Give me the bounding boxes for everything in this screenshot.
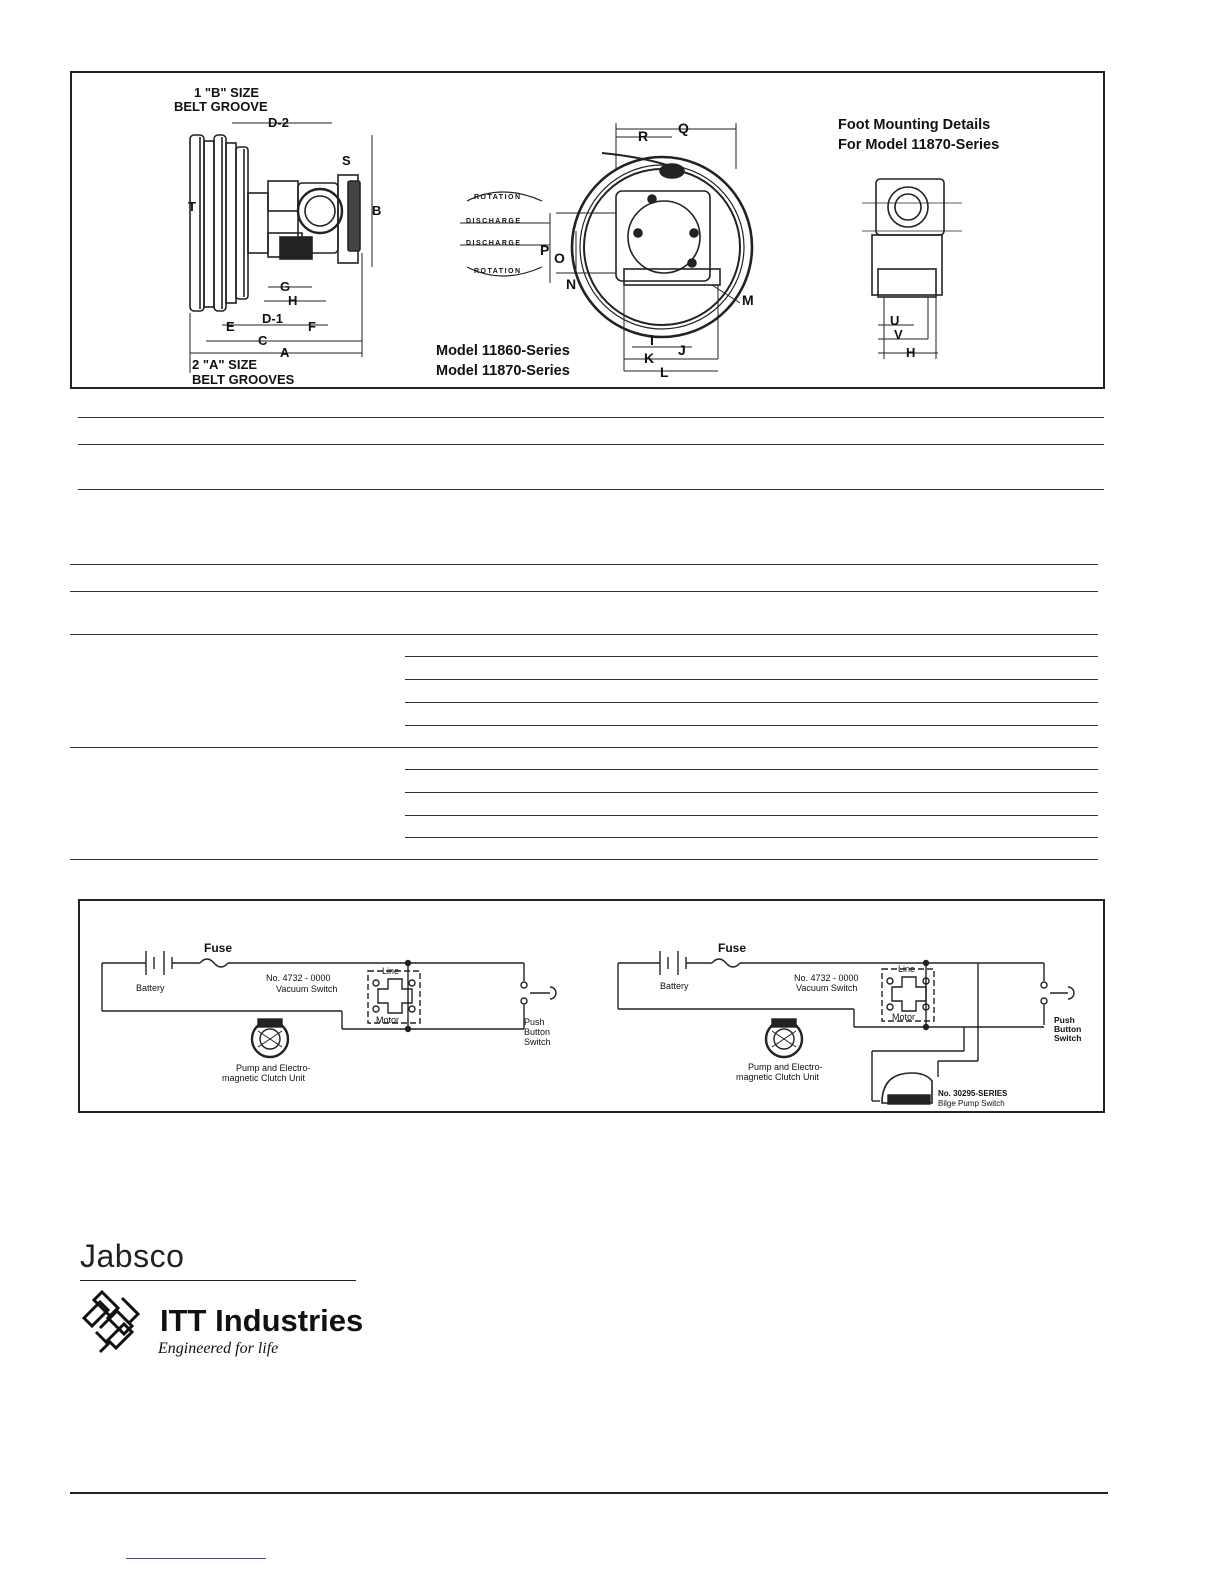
right-motor-label: Motor (892, 1012, 916, 1022)
table2-rule-4 (70, 747, 1098, 748)
bilge-switch-label-2: Bilge Pump Switch (938, 1099, 1005, 1108)
dim-b: B (372, 203, 382, 218)
table2-subrule (405, 769, 1098, 770)
dim-p: P (540, 242, 550, 258)
table1-rule-3 (78, 489, 1104, 490)
dim-e: E (226, 319, 235, 334)
model-11860-label: Model 11860-Series (436, 343, 570, 359)
left-push-label-3: Switch (524, 1037, 551, 1047)
model-11870-label: Model 11870-Series (436, 363, 570, 379)
foot-title-1: Foot Mounting Details (838, 117, 991, 133)
right-vacuum-switch-2: Vacuum Switch (796, 983, 858, 993)
left-push-label-1: Push (524, 1017, 545, 1027)
company-tagline: Engineered for life (158, 1340, 279, 1357)
left-fuse-label: Fuse (204, 941, 233, 955)
rotation-label-2: ROTATION (474, 268, 522, 275)
jabsco-brand: Jabsco (80, 1238, 185, 1274)
rotation-label-1: ROTATION (474, 194, 522, 201)
right-push-label-1: Push (1054, 1015, 1075, 1025)
dim-n: N (566, 276, 577, 292)
dim-q: Q (678, 120, 689, 136)
right-push-label-2: Button (1054, 1024, 1082, 1034)
dim-d2: D-2 (268, 115, 289, 130)
top-groove-label-1: 1 "B" SIZE (194, 85, 260, 100)
foot-title-2: For Model 11870-Series (838, 137, 1000, 153)
discharge-label-2: DISCHARGE (466, 240, 522, 247)
dim-f: F (308, 319, 316, 334)
company-name: ITT Industries (160, 1303, 364, 1338)
dim-g: G (280, 279, 291, 294)
discharge-label-1: DISCHARGE (466, 218, 522, 225)
dim-t: T (188, 199, 196, 214)
top-groove-label-2: BELT GROOVE (174, 99, 268, 114)
left-pump-label-1: Pump and Electro- (236, 1063, 311, 1073)
left-motor-label: Motor (376, 1015, 400, 1025)
table2-subrule (405, 725, 1098, 726)
bilge-switch-label-1: No. 30295-SERIES (938, 1089, 1008, 1098)
dim-j: J (678, 342, 686, 358)
left-battery-label: Battery (136, 983, 165, 993)
left-vacuum-switch-2: Vacuum Switch (276, 984, 338, 994)
table2-rule-3 (70, 634, 1098, 635)
dim-l: L (660, 364, 669, 380)
bottom-groove-label-1: 2 "A" SIZE (192, 357, 258, 372)
foot-dim-v: V (894, 327, 903, 342)
left-push-label-2: Button (524, 1027, 551, 1037)
table1-rule-1 (78, 417, 1104, 418)
right-line-label: Line (898, 964, 916, 974)
table2-subrule (405, 679, 1098, 680)
bottom-groove-label-2: BELT GROOVES (192, 372, 295, 387)
dim-h: H (288, 293, 298, 308)
dim-c: C (258, 333, 268, 348)
left-line-label: Line (382, 966, 400, 976)
table2-subrule (405, 837, 1098, 838)
right-vacuum-switch-1: No. 4732 - 0000 (794, 973, 859, 983)
dim-r: R (638, 128, 649, 144)
right-pump-label-2: magnetic Clutch Unit (736, 1072, 820, 1082)
pulley-outer (190, 135, 204, 311)
dim-s: S (342, 153, 351, 168)
itt-logo-icon (80, 1288, 150, 1358)
dim-d1: D-1 (262, 311, 283, 326)
wiring-diagram (80, 901, 1103, 1111)
wiring-diagram-frame (78, 899, 1105, 1113)
right-battery-label: Battery (660, 981, 689, 991)
table2-rule-1 (70, 564, 1098, 565)
dimension-drawing (72, 73, 1103, 387)
dimension-drawing-frame (70, 71, 1105, 389)
table1-rule-2 (78, 444, 1104, 445)
page-bottom-rule (70, 1492, 1108, 1494)
table2-subrule (405, 792, 1098, 793)
right-pump-label-1: Pump and Electro- (748, 1062, 823, 1072)
dim-i: I (650, 332, 654, 348)
table2-rule-5 (70, 859, 1098, 860)
dim-o: O (554, 250, 565, 266)
table2-subrule (405, 656, 1098, 657)
right-push-label-3: Switch (1054, 1033, 1082, 1043)
foot-dim-h: H (906, 345, 916, 360)
table2-subrule (405, 702, 1098, 703)
foot-dim-u: U (890, 313, 900, 328)
brand-divider (80, 1280, 356, 1281)
table2-subrule (405, 815, 1098, 816)
dim-a: A (280, 345, 290, 360)
left-pump-label-2: magnetic Clutch Unit (222, 1073, 306, 1083)
bottom-link-underline (126, 1558, 266, 1559)
left-vacuum-switch-1: No. 4732 - 0000 (266, 973, 331, 983)
right-fuse-label: Fuse (718, 941, 747, 955)
dim-k: K (644, 350, 655, 366)
table2-rule-2 (70, 591, 1098, 592)
dim-m: M (742, 292, 754, 308)
